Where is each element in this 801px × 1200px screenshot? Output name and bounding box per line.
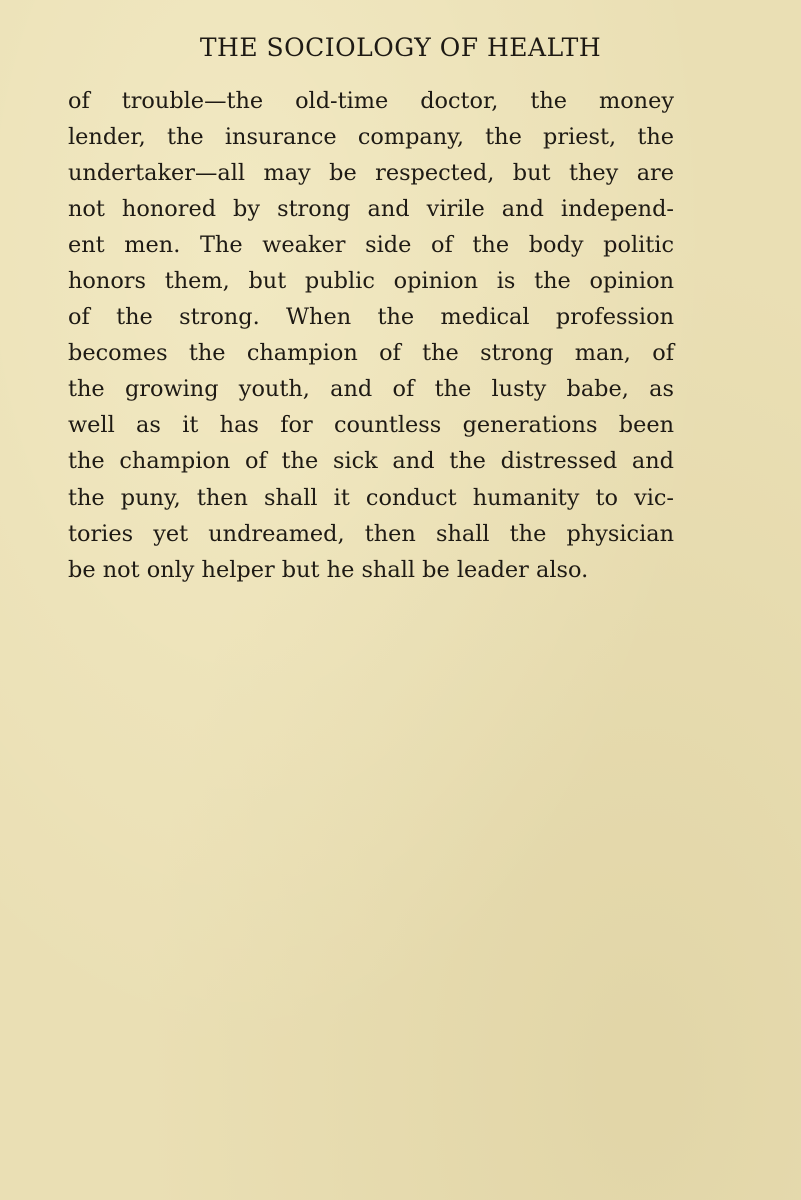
text-line: not honored by strong and virile and independ- xyxy=(68,196,674,223)
text-line: be not only helper but he shall be leader also. xyxy=(68,556,589,583)
body-paragraph xyxy=(68,83,674,588)
text-line: of trouble—the old-time doctor, the money xyxy=(68,88,674,114)
text-line: the puny, then shall it conduct humanity to vic- xyxy=(68,484,674,511)
running-head: THE SOCIOLOGY OF HEALTH xyxy=(199,33,602,62)
text-line: honors them, but public opinion is the opinion xyxy=(68,268,674,295)
text-line: lender, the insurance company, the priest, the xyxy=(68,124,674,151)
text-line: becomes the champion of the strong man, of xyxy=(68,340,674,367)
text-line: tories yet undreamed, then shall the physician xyxy=(68,520,674,547)
text-line: the champion of the sick and the distressed and xyxy=(68,448,674,475)
text-line: well as it has for countless generations been xyxy=(68,412,674,439)
text-line: undertaker—all may be respected, but they are xyxy=(68,160,674,187)
text-line: the growing youth, and of the lusty babe, as xyxy=(68,376,674,403)
text-line: ent men. The weaker side of the body politic xyxy=(68,232,674,259)
text-line: of the strong. When the medical profession xyxy=(68,304,674,331)
